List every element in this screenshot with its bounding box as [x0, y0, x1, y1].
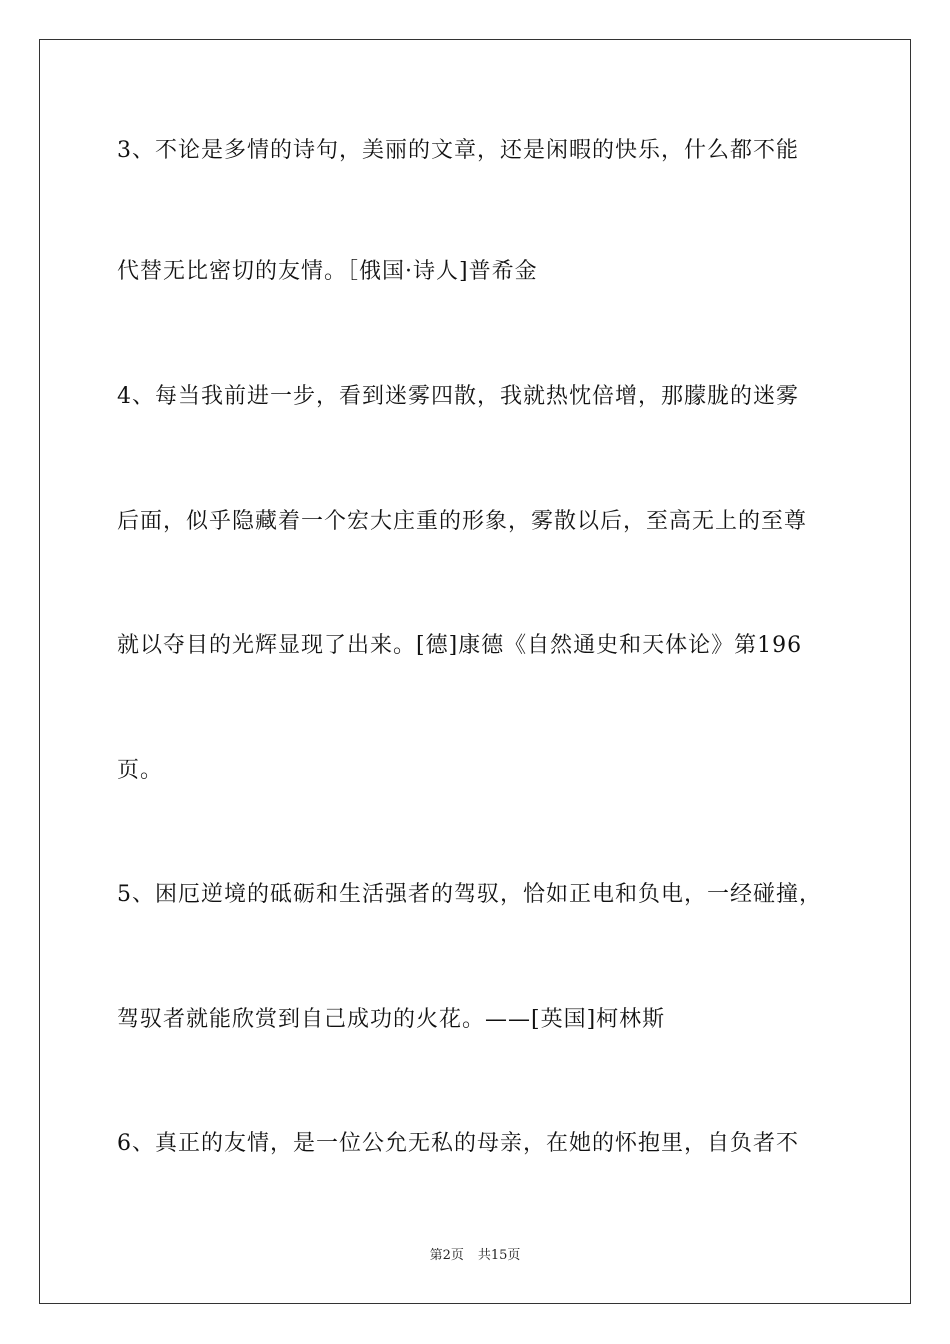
text-line-1: 3、不论是多情的诗句，美丽的文章，还是闲暇的快乐，什么都不能: [117, 138, 799, 163]
text-line-9: 6、真正的友情，是一位公允无私的母亲，在她的怀抱里，自负者不: [117, 1131, 799, 1156]
page-total: 共15页: [477, 1248, 521, 1263]
text-line-8: 驾驭者就能欣赏到自己成功的火花。——[英国]柯林斯: [117, 1007, 666, 1032]
page-number: 第2页: [429, 1248, 464, 1263]
text-line-7: 5、困厄逆境的砥砺和生活强者的驾驭，恰如正电和负电，一经碰撞，: [117, 882, 822, 907]
text-line-6: 页。: [117, 758, 164, 783]
text-line-5: 就以夺目的光辉显现了出来。[德]康德《自然通史和天体论》第196: [117, 633, 803, 658]
text-line-2: 代替无比密切的友情。［俄国·诗人]普希金: [117, 259, 538, 284]
text-line-4: 后面，似乎隐藏着一个宏大庄重的形象，雾散以后，至高无上的至尊: [117, 509, 808, 534]
page-footer: [0, 1248, 950, 1264]
text-line-3: 4、每当我前进一步，看到迷雾四散，我就热忱倍增，那朦胧的迷雾: [117, 384, 799, 409]
page-border: [39, 39, 911, 1304]
